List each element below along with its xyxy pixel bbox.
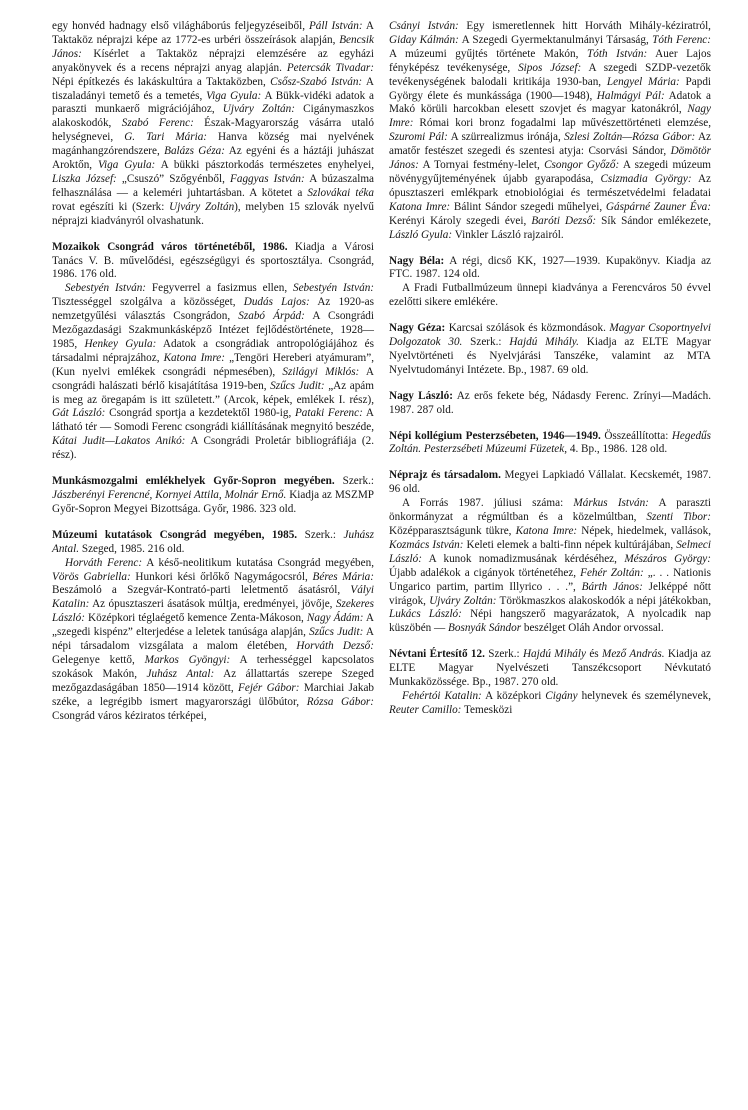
author-name: Pataki Ferenc: bbox=[294, 407, 363, 420]
author-name: Csizmadia György: bbox=[600, 172, 692, 185]
author-name: Horváth Dezső: bbox=[296, 640, 374, 653]
entry-text: Római kori bronz fogadalmi lap művészettörténeti elemzése, bbox=[413, 117, 711, 130]
entry-text: A szegedi múzeum növénygyűjteményének újabb gyarapodása, bbox=[389, 159, 712, 185]
author-name: Csongor Győző: bbox=[544, 159, 620, 172]
entry-text: Szeged, 1985. 216 old. bbox=[79, 542, 185, 555]
entry-text: Egy ismeretlennek hitt Horváth Mihály-kéziratról, bbox=[458, 20, 711, 32]
author-name: Mészáros György: bbox=[624, 552, 711, 565]
author-name: Bárth János: bbox=[581, 580, 643, 593]
entry-text: Beszámoló a Szegvár-Kontrató-parti leletmentő ásatásról, bbox=[52, 584, 351, 597]
entry-paragraph bbox=[52, 20, 374, 229]
entry-text: A Csongrádi Proletár bibliográfiája (2. rész). bbox=[52, 435, 374, 462]
entry-title: Néprajz és társadalom. bbox=[389, 469, 501, 482]
entry-text: „Csuszó” Szőgyénből, bbox=[116, 172, 231, 185]
entry-text: Cigánymaszkos alakoskodók, bbox=[52, 103, 374, 130]
bibliography-entry bbox=[389, 390, 711, 418]
entry-text: A Tornyai festmény-lelet, bbox=[418, 159, 545, 172]
bibliography-entry bbox=[389, 648, 711, 718]
entry-text: Az 1920-as nemzetgyűlési választás Csongrádon, bbox=[52, 296, 374, 323]
author-name: Fejér Gábor: bbox=[238, 681, 300, 694]
entry-text: A múzeumi gyűjtés története Makón, bbox=[389, 47, 588, 60]
entry-detail: Hajdú Mihály. bbox=[509, 336, 579, 349]
entry-text: A Fradi Futballmúzeum ünnepi kiadványa a Ferencváros 50 évvel ezelőtti sikere emlékére. bbox=[389, 282, 711, 309]
author-name: Szuromi Pál: bbox=[389, 131, 448, 144]
bibliography-entry bbox=[389, 322, 711, 378]
entry-text: Fegyverrel a fasizmus ellen, bbox=[146, 282, 293, 295]
author-name: Sipos József: bbox=[518, 61, 582, 74]
author-name: Márkus István: bbox=[573, 497, 649, 510]
author-name: Bosnyák Sándor bbox=[448, 622, 522, 635]
author-name: Katona Imre: bbox=[163, 351, 226, 364]
entry-text: Népi építkezés és lakáskultúra a Taktaközben, bbox=[52, 75, 271, 88]
author-name: Vályi Katalin: bbox=[52, 584, 374, 611]
author-name: Jászberényi Ferencné, Kornyei Attila, Molnár Ernő. bbox=[52, 489, 287, 501]
author-name: Faggyas István: bbox=[230, 172, 305, 185]
bibliography-entry bbox=[389, 20, 711, 243]
entry-text: Középparasztságunk tükre, bbox=[389, 525, 516, 537]
author-name: Katona Imre: bbox=[515, 525, 578, 537]
author-name: Reuter Camillo: bbox=[389, 703, 462, 716]
author-name: Ujváry Zoltán bbox=[169, 200, 235, 213]
author-name: Tóth István: bbox=[587, 47, 648, 60]
author-name: Szlovákai téka bbox=[307, 186, 374, 199]
author-name: Gát László: bbox=[52, 407, 106, 420]
entry-title: Mozaikok Csongrád város történetéből, 1986. bbox=[52, 240, 288, 253]
entry-heading bbox=[52, 241, 374, 283]
entry-text: A népi társadalom vizsgálata a malom életében, bbox=[52, 626, 374, 653]
entry-text: ), melyben 15 szlovák nyelvű néprajzi kiadványról olvashatunk. bbox=[52, 200, 374, 227]
entry-heading bbox=[389, 430, 711, 458]
entry-text: Csongrád sportja a kezdetektől 1980-ig, bbox=[105, 407, 295, 420]
author-name: Liszka József: bbox=[52, 172, 117, 185]
author-name: Szabó Árpád: bbox=[238, 310, 305, 323]
entry-text: 4. Bp., 1986. 128 old. bbox=[567, 443, 668, 456]
entry-heading bbox=[389, 390, 711, 418]
entry-detail: Hajdú Mihály bbox=[522, 648, 586, 661]
entry-title: Népi kollégium Pesterzsébeten, 1946—1949. bbox=[389, 429, 601, 442]
entry-text: Az ópusztaszeri emlékpark etnobiológiai és természetvédelmi feladatai bbox=[389, 172, 712, 199]
left-column bbox=[52, 20, 374, 736]
bibliography-entry bbox=[389, 469, 711, 636]
entry-text: Temesközi bbox=[461, 703, 513, 716]
entry-paragraph bbox=[389, 282, 711, 310]
entry-heading bbox=[389, 255, 711, 283]
entry-text: Adatok a Makó körüli harcokban elesett szovjet és magyar katonákról, bbox=[389, 89, 711, 116]
entry-text: A látható tér — Somodi Ferenc csongrádi kiállításának megnyitó beszéde, bbox=[52, 407, 374, 434]
author-name: Béres Mária: bbox=[312, 570, 374, 583]
bibliography-entry bbox=[52, 529, 374, 724]
entry-detail: Kiadja az ELTE Magyar Nyelvtörténeti és Nyelvjárási Tanszéke, valamint az MTA Nyelvtudományi Intézete. Bp., 1987. 69 old. bbox=[389, 336, 711, 376]
author-name: Balázs Géza: bbox=[164, 145, 225, 158]
entry-text: Kerényi Károly szegedi évei, bbox=[389, 214, 532, 227]
bibliography-entry bbox=[52, 475, 374, 517]
author-name: Kátai Judit—Lakatos Anikó: bbox=[52, 435, 186, 448]
entry-text: rovat egészíti ki (Szerk: bbox=[52, 200, 170, 213]
entry-text: Az egyéni és a háztáji juhászat Aroktőn, bbox=[52, 145, 374, 172]
entry-text: Az amatőr festészet szegedi és szentesi atyja: Csorvási Sándor, bbox=[389, 131, 711, 158]
author-name: Lukács László: bbox=[389, 608, 462, 621]
author-name: Viga Gyula: bbox=[98, 159, 156, 172]
entry-text: A Csongrádi Mezőgazdasági Szakmunkásképző Intézet fejlődéstörténete, 1928—1985, bbox=[52, 310, 374, 350]
author-name: Csősz-Szabó István: bbox=[270, 75, 363, 88]
author-name: Henkey Gyula: bbox=[84, 337, 157, 350]
entry-text: Jelképpé nőtt virágok, bbox=[389, 580, 712, 607]
entry-heading bbox=[389, 322, 711, 378]
author-name: Szabó Ferenc: bbox=[121, 117, 194, 130]
entry-text: Marchiai Jakab széke, a legrégibb ismert magyarországi ülőbútor, bbox=[52, 681, 375, 708]
entry-text: „. . . Nationis Ungarico partim, partim Illyrico . . .”, bbox=[389, 566, 711, 593]
author-name: Csányi István: bbox=[389, 20, 459, 32]
entry-text: Szerk.: bbox=[342, 475, 374, 488]
entry-title: Nagy Béla: bbox=[389, 254, 445, 267]
entry-paragraph bbox=[52, 282, 374, 463]
entry-text: Szerk.: bbox=[304, 528, 344, 541]
entry-detail: A régi, dicső KK, 1927—1939. Kupakönyv. Kiadja az FTC. 1987. 124 old. bbox=[389, 254, 711, 281]
author-name: Juhász Antal. bbox=[52, 528, 374, 555]
entry-text: „Az apám is meg az öregapám is itt született.” (Arcok, képek, emlékek I. rész), bbox=[52, 379, 374, 406]
entry-heading bbox=[389, 469, 711, 497]
entry-text: Hanva község mai nyelvének magánhangzórendszere, bbox=[52, 131, 375, 158]
right-column bbox=[389, 20, 711, 730]
author-name: Nagy Ádám: bbox=[306, 612, 364, 625]
author-name: Tóth Ferenc: bbox=[652, 33, 711, 46]
author-name: Páll István: bbox=[308, 20, 363, 32]
entry-paragraph bbox=[389, 497, 711, 636]
entry-text: Az állattartás szerepe Szeged mezőgazdaságában 1850—1914 között, bbox=[52, 667, 374, 694]
author-name: Vörös Gabriella: bbox=[52, 570, 131, 583]
entry-text: A Taktaköz néprajzi képe az 1772-es urbéri összeírások alapján, bbox=[52, 20, 374, 46]
entry-text: Az ópusztaszeri ásatások múltja, eredményei, jövője, bbox=[89, 598, 336, 611]
author-name: Halmágyi Pál: bbox=[596, 89, 665, 102]
entry-text: Észak-Magyarország vásárra utaló helységnevei, bbox=[52, 117, 375, 144]
entry-detail: Megyei Lapkiadó Vállalat. Kecskemét, 1987. 96 old. bbox=[389, 469, 712, 496]
entry-detail: Szerk.: bbox=[488, 648, 523, 661]
author-name: Gáspárné Zauner Éva: bbox=[605, 200, 711, 213]
entry-text: Vinkler László rajzairól. bbox=[452, 228, 564, 241]
entry-text: Bálint Sándor szegedi műhelyei, bbox=[450, 200, 606, 213]
author-name: Katona Imre: bbox=[389, 200, 451, 213]
entry-title: Munkásmozgalmi emlékhelyek Győr-Sopron megyében. bbox=[52, 475, 335, 488]
entry-paragraph bbox=[52, 557, 374, 724]
entry-heading bbox=[389, 648, 711, 690]
author-name: Dömötör János: bbox=[389, 145, 711, 172]
entry-detail: Kiadja az ELTE Magyar Nyelvészeti Tanszékcsoport Névkutató Munkaközössége. Bp., 1987. 270 old. bbox=[389, 648, 711, 689]
author-name: Selmeci László: bbox=[389, 538, 711, 565]
author-name: Bencsik János: bbox=[52, 33, 374, 60]
entry-detail: Mező András. bbox=[602, 648, 665, 661]
entry-detail: Az erős fekete bég, Nádasdy Ferenc. Zrínyi—Madách. 1987. 287 old. bbox=[389, 389, 711, 416]
entry-detail: és bbox=[585, 648, 603, 661]
entry-text: A késő-neolitikum kutatása Csongrád megyében, bbox=[142, 556, 375, 569]
author-name: Sebestyén István: bbox=[293, 282, 375, 295]
author-name: Sebestyén István: bbox=[65, 282, 147, 295]
entry-text: Népek, hiedelmek, vallások, bbox=[577, 525, 711, 537]
author-name: G. Tari Mária: bbox=[124, 131, 208, 144]
author-name: Szekeres László: bbox=[52, 598, 374, 625]
entry-text: Kiadja a Városi Tanács V. B. művelődési, egészségügyi és sportosztálya. Csongrád, 1986. 176 old. bbox=[52, 240, 374, 281]
entry-text: Papdi György élete és munkássága (1900—1948), bbox=[389, 75, 712, 102]
author-name: Giday Kálmán: bbox=[389, 33, 459, 46]
entry-text: Csongrád város kéziratos térképei, bbox=[52, 709, 207, 722]
entry-text: Gelegenye kettő, bbox=[52, 653, 145, 666]
entry-text: Középkori téglaégető kemence Zenta-Mákoson, bbox=[84, 612, 307, 625]
entry-text: A paraszti önkormányzat a régmúltban és a közelmúltban, bbox=[389, 497, 711, 524]
entry-text: A Szegedi Gyermektanulmányi Társaság, bbox=[458, 33, 653, 46]
entry-text: Keleti elemek a balti-finn népek kultúrájában, bbox=[463, 538, 677, 551]
entry-text: A csongrádi halászati bérlő kisajátítása 1919-ben, bbox=[52, 365, 374, 392]
entry-text: Népi hangszerő magyarázatok, A nyolcadik nap küszöbén — bbox=[389, 608, 711, 635]
entry-text: Kísérlet a Taktaköz néprajzi elemzésére az egyházi anyakönyvek és a recens néprajzi anyag alapján. bbox=[52, 47, 374, 74]
author-name: Horváth Ferenc: bbox=[65, 556, 143, 569]
entry-text: A tiszaladányi temető és a temetés, bbox=[52, 75, 374, 102]
entry-text: A Forrás 1987. júliusi száma: bbox=[402, 497, 574, 510]
entry-text: Kiadja az MSZMP Győr-Sopron Megyei Bizottsága. Győr, 1986. 323 old. bbox=[52, 489, 374, 515]
entry-heading bbox=[52, 529, 374, 557]
entry-text: A középkori bbox=[481, 689, 546, 702]
entry-text: egy honvéd hadnagy első világháborús feljegyzéseiből, bbox=[52, 20, 309, 32]
bibliography-entry bbox=[52, 241, 374, 464]
entry-title: Nagy Géza: bbox=[389, 322, 446, 335]
author-name: Lengyel Mária: bbox=[606, 75, 680, 88]
entry-heading bbox=[52, 475, 374, 517]
entry-detail: Magyar Csoportnyelvi Dolgozatok 30. bbox=[389, 322, 711, 349]
author-name: Kozmács István: bbox=[389, 538, 464, 551]
bibliography-entry bbox=[389, 430, 711, 458]
bibliography-entry bbox=[389, 255, 711, 311]
bibliography-entry bbox=[52, 20, 374, 229]
author-name: Szilágyi Miklós: bbox=[282, 365, 360, 378]
entry-text: Törökmaszkos alakoskodók a népi játékokban, bbox=[496, 594, 711, 607]
entry-detail: Karcsai szólások és közmondások. bbox=[448, 322, 610, 335]
entry-text: Hunkori kési őrlőkő Nagymágocsról, bbox=[130, 570, 313, 583]
entry-paragraph bbox=[389, 20, 711, 243]
entry-text: Tisztességgel szolgálva a közösséget, bbox=[52, 296, 244, 309]
author-name: Dudás Lajos: bbox=[243, 296, 310, 309]
entry-text: A Bükk-vidéki adatok a paraszti munkaerő migrációjához, bbox=[52, 89, 375, 116]
author-name: Szűcs Judit: bbox=[309, 626, 364, 639]
entry-text: A kunok nomadizmusának kérdéséhez, bbox=[421, 552, 625, 565]
author-name: Szűcs Judit: bbox=[270, 379, 325, 392]
entry-text: helynevek és személynevek, bbox=[577, 689, 711, 702]
author-name: Petercsák Tivadar: bbox=[286, 61, 374, 74]
entry-text: Összeállította: bbox=[604, 429, 672, 442]
entry-text: A terhességgel kapcsolatos szokások Makón, bbox=[52, 653, 375, 680]
author-name: Viga Gyula: bbox=[206, 89, 262, 102]
entry-text: Adatok a csongrádiak antropológiájához és társadalmi néprajzához, bbox=[52, 337, 374, 364]
entry-text: Sík Sándor emlékezete, bbox=[596, 214, 711, 227]
entry-text: A szegedi SZDP-vezetők tevékenységének balodali kritikája 1930-ban, bbox=[389, 61, 712, 88]
author-name: Szenti Tibor: bbox=[646, 511, 712, 524]
entry-text: beszélget Oláh Andor orvossal. bbox=[521, 622, 664, 635]
entry-text: Újabb adalékok a cigányok történetéhez, bbox=[389, 566, 581, 579]
entry-text: A búzaszalma felhasználása — a keleméri juhtartásban. A kötetet a bbox=[52, 172, 374, 199]
author-name: Rózsa Gábor: bbox=[306, 695, 374, 708]
author-name: Ujváry Zoltán: bbox=[222, 103, 295, 116]
author-name: Nagy Imre: bbox=[389, 103, 711, 130]
entry-paragraph bbox=[389, 690, 711, 718]
author-name: Hegedűs Zoltán. Pesterzsébeti Múzeumi Füzetek, bbox=[389, 429, 711, 456]
entry-text: A szürrealizmus irónája, bbox=[447, 131, 565, 144]
entry-text: Auer Lajos fényképész tevékenysége, bbox=[389, 47, 711, 74]
entry-title: Névtani Értesítő 12. bbox=[389, 648, 485, 661]
author-name: Markos Gyöngyi: bbox=[144, 653, 231, 666]
author-name: Fehér Zoltán: bbox=[580, 566, 644, 579]
author-name: Juhász Antal: bbox=[146, 667, 215, 680]
author-name: Szlesi Zoltán—Rózsa Gábor: bbox=[564, 131, 696, 144]
author-name: László Gyula: bbox=[389, 228, 453, 241]
author-name: Cigány bbox=[545, 689, 578, 702]
entry-text: „Tengöri Hereberi atyámuram”, (Kun nyelvi emlékek csongrádi népmesében), bbox=[52, 351, 375, 378]
entry-title: Nagy László: bbox=[389, 389, 453, 402]
entry-detail: Szerk.: bbox=[462, 336, 510, 349]
entry-text: A bükki pásztorkodás természetes enyhelyei, bbox=[155, 159, 374, 172]
author-name: Fehértói Katalin: bbox=[402, 689, 482, 702]
entry-text: A „szegedi kispénz” elterjedése a leletek tanúsága alapján, bbox=[52, 612, 374, 639]
entry-title: Múzeumi kutatások Csongrád megyében, 1985. bbox=[52, 528, 298, 541]
author-name: Baróti Dezső: bbox=[531, 214, 597, 227]
author-name: Ujváry Zoltán: bbox=[429, 594, 497, 607]
